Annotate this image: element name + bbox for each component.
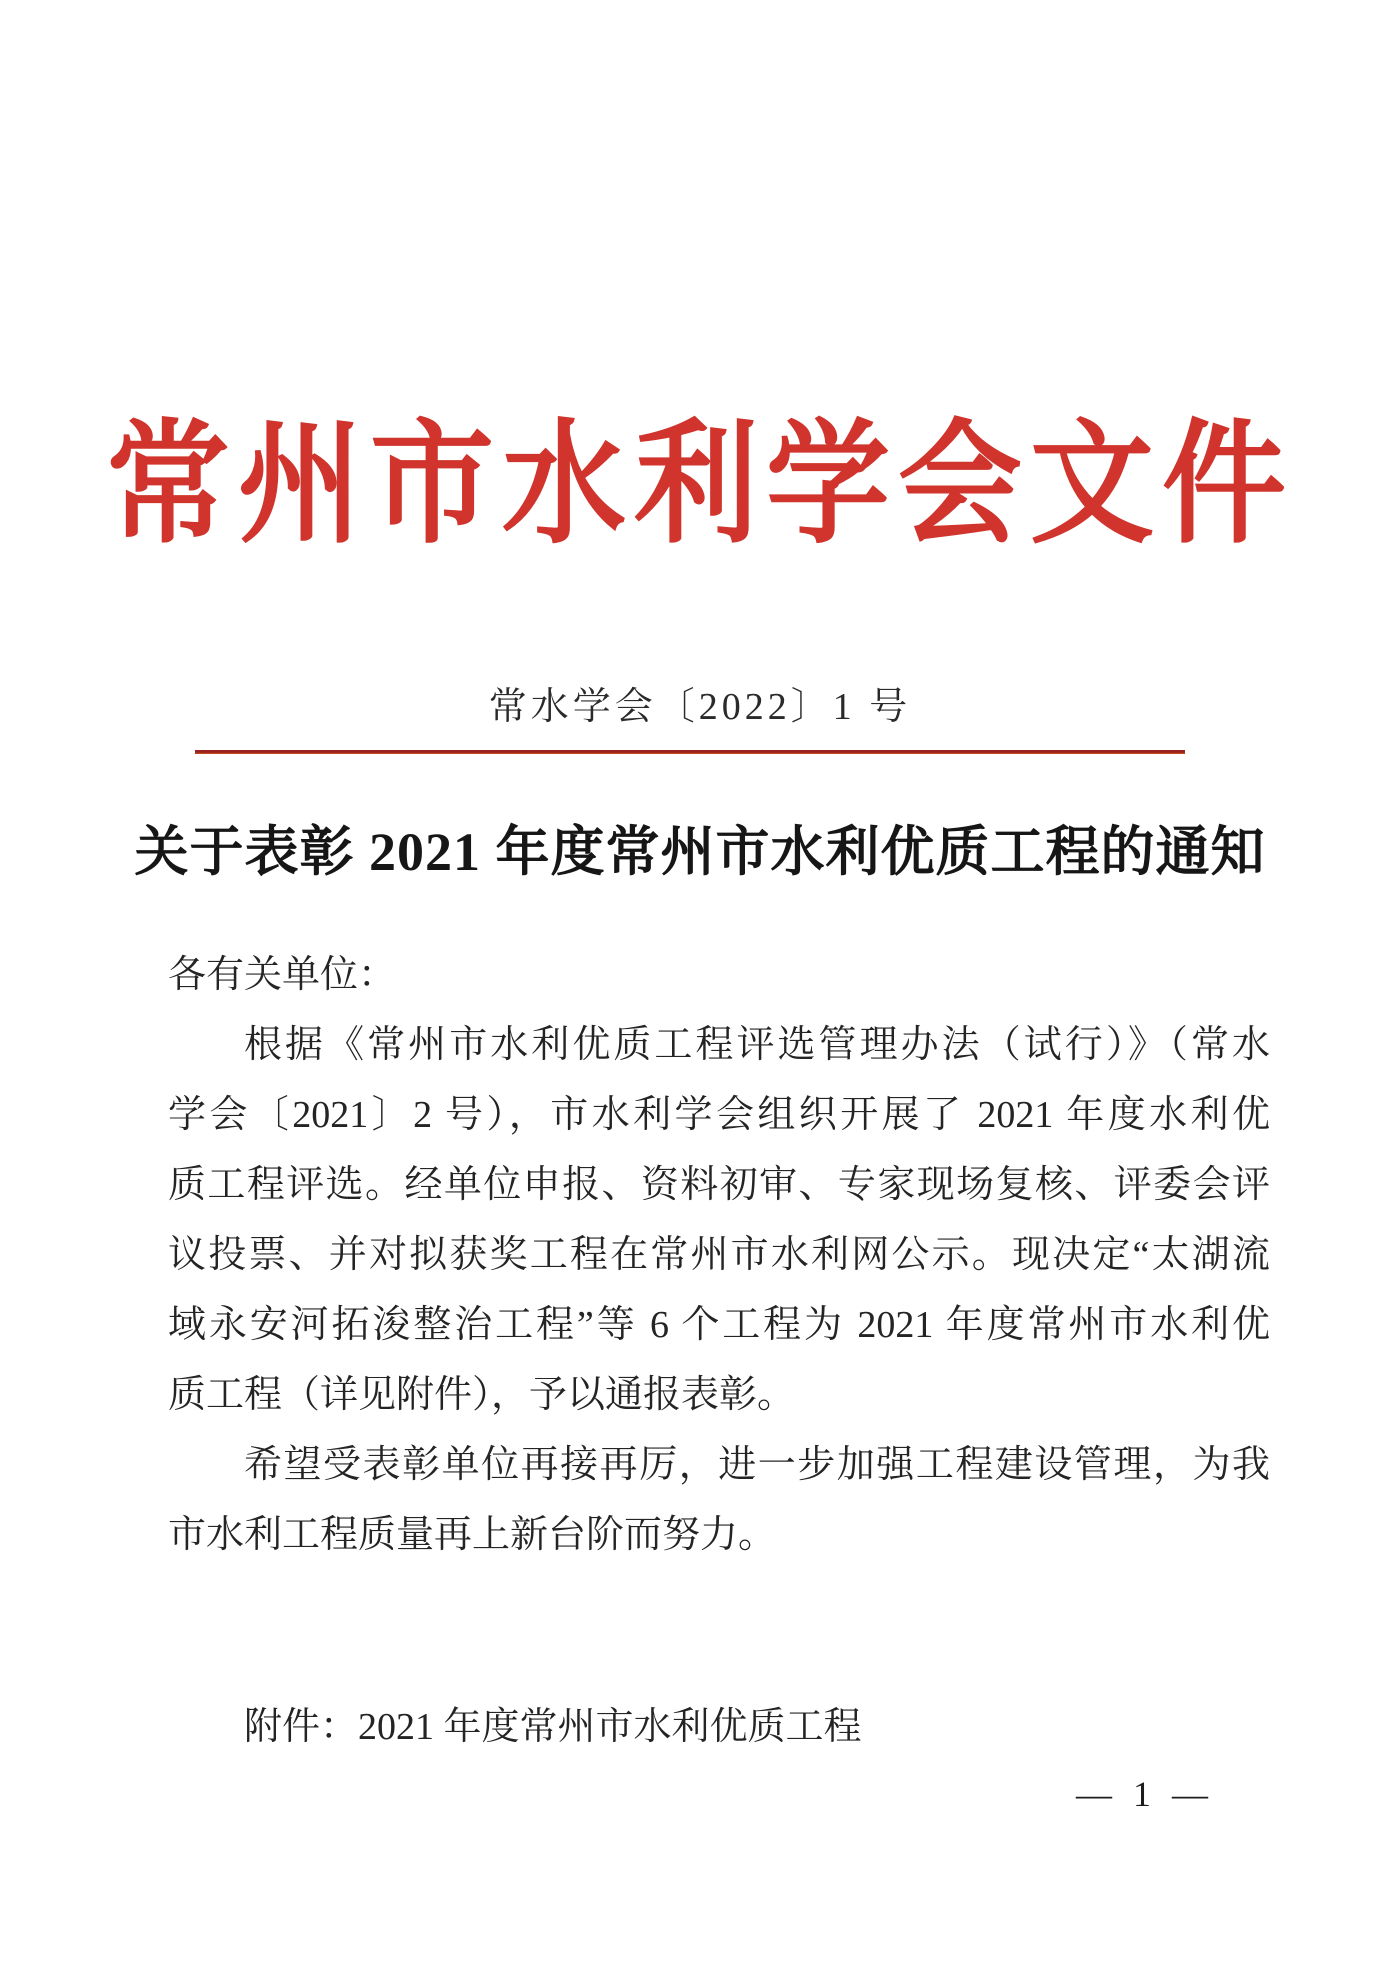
body-line: 质工程（详见附件），予以通报表彰。 <box>168 1374 796 1416</box>
body-line: 市水利工程质量再上新台阶而努力。 <box>168 1514 777 1556</box>
attachment-line: 附件：2021 年度常州市水利优质工程 <box>244 1706 862 1748</box>
body-line: 质工程评选。经单位申报、资料初审、专家现场复核、评委会评 <box>168 1164 1270 1206</box>
page-number: — 1 — <box>1076 1774 1214 1814</box>
document-masthead-title: 常州市水利学会文件 <box>105 411 1294 560</box>
body-line: 根据《常州市水利优质工程评选管理办法（试行）》（常水 <box>244 1024 1270 1066</box>
body-line: 议投票、并对拟获奖工程在常州市水利网公示。现决定“太湖流 <box>168 1234 1270 1276</box>
red-divider-rule <box>195 750 1185 754</box>
document-body <box>168 940 1270 1570</box>
document-number: 常水学会〔2022〕1 号 <box>488 686 912 728</box>
salutation-line: 各有关单位： <box>168 954 397 996</box>
body-line: 域永安河拓浚整治工程”等 6 个工程为 2021 年度常州市水利优 <box>168 1304 1270 1346</box>
body-line: 希望受表彰单位再接再厉，进一步加强工程建设管理，为我 <box>244 1444 1270 1486</box>
document-subject-title: 关于表彰 2021 年度常州市水利优质工程的通知 <box>134 822 1266 882</box>
body-line: 学会〔2021〕2 号），市水利学会组织开展了 2021 年度水利优 <box>168 1094 1270 1136</box>
